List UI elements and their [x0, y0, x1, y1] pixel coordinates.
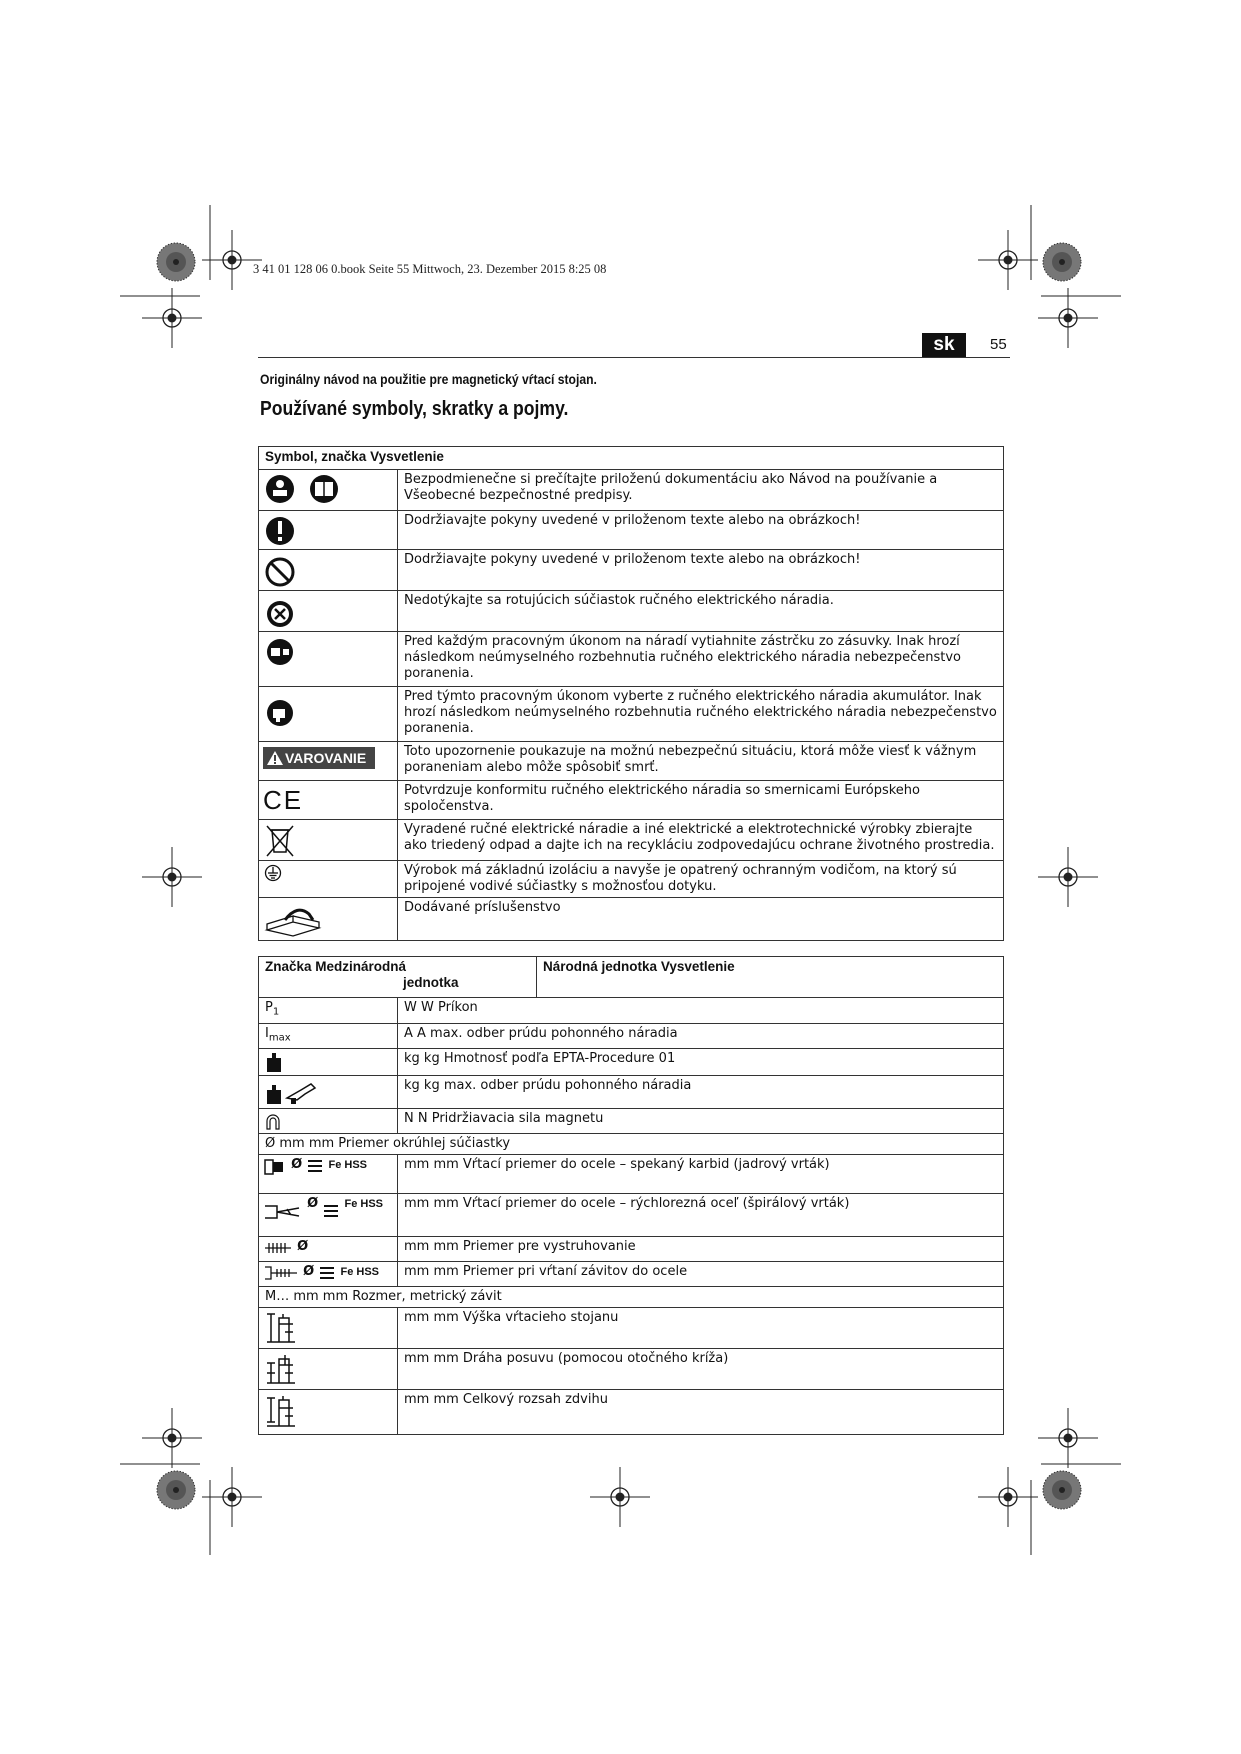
symbol-explanation: Dodávané príslušenstvo: [398, 898, 1004, 941]
read-manual-icon: [263, 472, 343, 506]
tap-icon: [263, 1264, 299, 1282]
unit-mark: P: [265, 1000, 273, 1015]
accessories-box-icon: [263, 900, 323, 938]
symbols-table: [258, 446, 1004, 941]
symbol-explanation: Toto upozornenie poukazuje na možnú nebezpečnú situáciu, ktorá môže viesť k vážnym poraneniam alebo môže spôsobiť smrť.: [398, 742, 1004, 781]
twist-drill-icon: [263, 1202, 303, 1222]
table-row: [259, 820, 1004, 861]
unit-mark-subscript: max: [268, 1032, 291, 1044]
table-row: [259, 1287, 1004, 1308]
ce-mark-icon: CE: [263, 785, 304, 815]
col-intl-unit-header: Medzinárodná: [315, 959, 407, 974]
table-row: [259, 1349, 1004, 1390]
table-row: [259, 1237, 1004, 1262]
units-table: [258, 956, 1004, 1435]
table-row: [259, 898, 1004, 941]
table-row: [259, 1109, 1004, 1134]
unplug-icon: [263, 634, 297, 668]
weight-drill-icon: [263, 1078, 319, 1106]
page-number: 55: [990, 336, 1007, 353]
steel-hss-icon: [318, 1264, 336, 1282]
weight-icon: [263, 1051, 283, 1073]
col-explanation-header: Vysvetlenie: [660, 959, 735, 974]
symbol-explanation: Výrobok má základnú izoláciu a navyše je opatrený ochranným vodičom, na ktorý sú pripojené vodivé súčiastky s možnosťou dotyku.: [398, 861, 1004, 898]
table-row: [259, 998, 1004, 1024]
table-row: [259, 1134, 1004, 1155]
col-intl-unit-header-2: jednotka: [403, 975, 459, 990]
table-row: [259, 511, 1004, 550]
weee-bin-icon: [263, 822, 297, 858]
unit-mark: I: [265, 1025, 269, 1041]
unit-explanation: mm mm Priemer pre vystruhovanie: [398, 1237, 1004, 1262]
unit-explanation: kg kg Hmotnosť podľa EPTA-Procedure 01: [398, 1049, 1004, 1076]
warning-triangle-icon: [267, 751, 283, 765]
table-row: [259, 687, 1004, 742]
table-row: [259, 1049, 1004, 1076]
language-badge: sk: [922, 333, 966, 357]
remove-battery-icon: [263, 689, 297, 733]
protective-earth-icon: [263, 863, 283, 883]
table-row: [259, 1155, 1004, 1194]
unit-explanation: mm mm Priemer pri vŕtaní závitov do ocele: [398, 1262, 1004, 1287]
diameter-label: Ø: [303, 1264, 315, 1280]
print-file-line: 3 41 01 128 06 0.book Seite 55 Mittwoch, 23. Dezember 2015 8:25 08: [253, 262, 607, 276]
col-mark-header: Značka: [265, 959, 312, 974]
col-explanation-header: Vysvetlenie: [370, 449, 444, 464]
symbol-explanation: Pred týmto pracovným úkonom vyberte z ručného elektrického náradia akumulátor. Inak hrozí následkom neúmyselného rozbehnutia ručného elektrického náradia nebezpečenstvo poranenia.: [398, 687, 1004, 742]
table-row: [259, 1076, 1004, 1109]
unit-explanation: A A max. odber prúdu pohonného náradia: [398, 1023, 1004, 1049]
unit-explanation: M… mm mm Rozmer, metrický závit: [259, 1287, 1004, 1308]
reamer-icon: [263, 1239, 293, 1257]
exclamation-icon: [263, 513, 297, 547]
symbol-explanation: Dodržiavajte pokyny uvedené v priloženom texte alebo na obrázkoch!: [398, 550, 1004, 591]
table-row: [259, 861, 1004, 898]
symbol-explanation: Pred každým pracovným úkonom na náradí vytiahnite zástrčku zo zásuvky. Inak hrozí následkom neúmyselného rozbehnutia ručného elektrického náradia nebezpečenstvo poranenia.: [398, 632, 1004, 687]
table-row: [259, 591, 1004, 632]
unit-explanation: mm mm Výška vŕtacieho stojanu: [398, 1308, 1004, 1349]
table-row: [259, 470, 1004, 511]
table-row: [259, 1262, 1004, 1287]
symbol-explanation: Potvrdzuje konformitu ručného elektrického náradia so smernicami Európskeho spoločenstva.: [398, 781, 1004, 820]
steel-hss-icon: [322, 1202, 340, 1222]
table-header-row: [259, 447, 1004, 470]
magnet-icon: [263, 1111, 283, 1131]
col-national-unit-header: Národná jednotka: [543, 959, 658, 974]
table-row: [259, 550, 1004, 591]
prohibition-icon: [263, 552, 297, 588]
steel-hss-icon: [306, 1157, 324, 1177]
total-stroke-icon: [263, 1392, 299, 1430]
no-touch-icon: [263, 593, 297, 629]
table-row: [259, 742, 1004, 781]
fe-hss-label: Fe HSS: [344, 1198, 383, 1211]
symbol-explanation: Bezpodmienečne si prečítajte priloženú dokumentáciu ako Návod na používanie a Všeobecné bezpečnostné predpisy.: [398, 470, 1004, 511]
unit-mark-subscript: 1: [272, 1006, 280, 1018]
symbol-explanation: Dodržiavajte pokyny uvedené v priloženom texte alebo na obrázkoch!: [398, 511, 1004, 550]
diameter-label: Ø: [307, 1196, 319, 1212]
diameter-label: Ø: [297, 1239, 309, 1255]
table-row: [259, 632, 1004, 687]
table-row: [259, 1308, 1004, 1349]
stand-height-icon: [263, 1310, 299, 1346]
symbol-explanation: Nedotýkajte sa rotujúcich súčiastok ručného elektrického náradia.: [398, 591, 1004, 632]
fe-hss-label: Fe HSS: [340, 1266, 379, 1279]
fe-hss-label: Fe HSS: [328, 1159, 367, 1172]
unit-explanation: mm mm Celkový rozsah zdvihu: [398, 1390, 1004, 1435]
core-drill-icon: [263, 1157, 287, 1177]
unit-explanation: kg kg max. odber prúdu pohonného náradia: [398, 1076, 1004, 1109]
table-header-row: [259, 957, 1004, 998]
table-row: [259, 781, 1004, 820]
table-row: [259, 1390, 1004, 1435]
feed-travel-icon: [263, 1351, 299, 1387]
table-row: [259, 1023, 1004, 1049]
table-row: [259, 1194, 1004, 1237]
unit-explanation: mm mm Vŕtací priemer do ocele – spekaný karbid (jadrový vrták): [398, 1155, 1004, 1194]
unit-explanation: N N Pridržiavacia sila magnetu: [398, 1109, 1004, 1134]
warning-label-text: VAROVANIE: [285, 750, 367, 766]
symbol-explanation: Vyradené ručné elektrické náradie a iné elektrické a elektrotechnické výrobky zbierajte ako triedený odpad a dajte ich na recykláciu zodpovedajúcu ochrane životného prostredia.: [398, 820, 1004, 861]
unit-explanation: mm mm Dráha posuvu (pomocou otočného kríža): [398, 1349, 1004, 1390]
warning-label-icon: [263, 747, 375, 769]
unit-explanation: W W Príkon: [398, 998, 1004, 1024]
document-subtitle: Originálny návod na použitie pre magnetický vŕtací stojan.: [260, 372, 597, 387]
col-symbol-header: Symbol, značka: [265, 449, 367, 464]
section-title: Používané symboly, skratky a pojmy.: [260, 398, 569, 420]
header-rule: [258, 357, 1010, 358]
unit-explanation: mm mm Vŕtací priemer do ocele – rýchlorezná oceľ (špirálový vrták): [398, 1194, 1004, 1237]
diameter-label: Ø: [291, 1157, 303, 1173]
unit-explanation: Ø mm mm Priemer okrúhlej súčiastky: [259, 1134, 1004, 1155]
